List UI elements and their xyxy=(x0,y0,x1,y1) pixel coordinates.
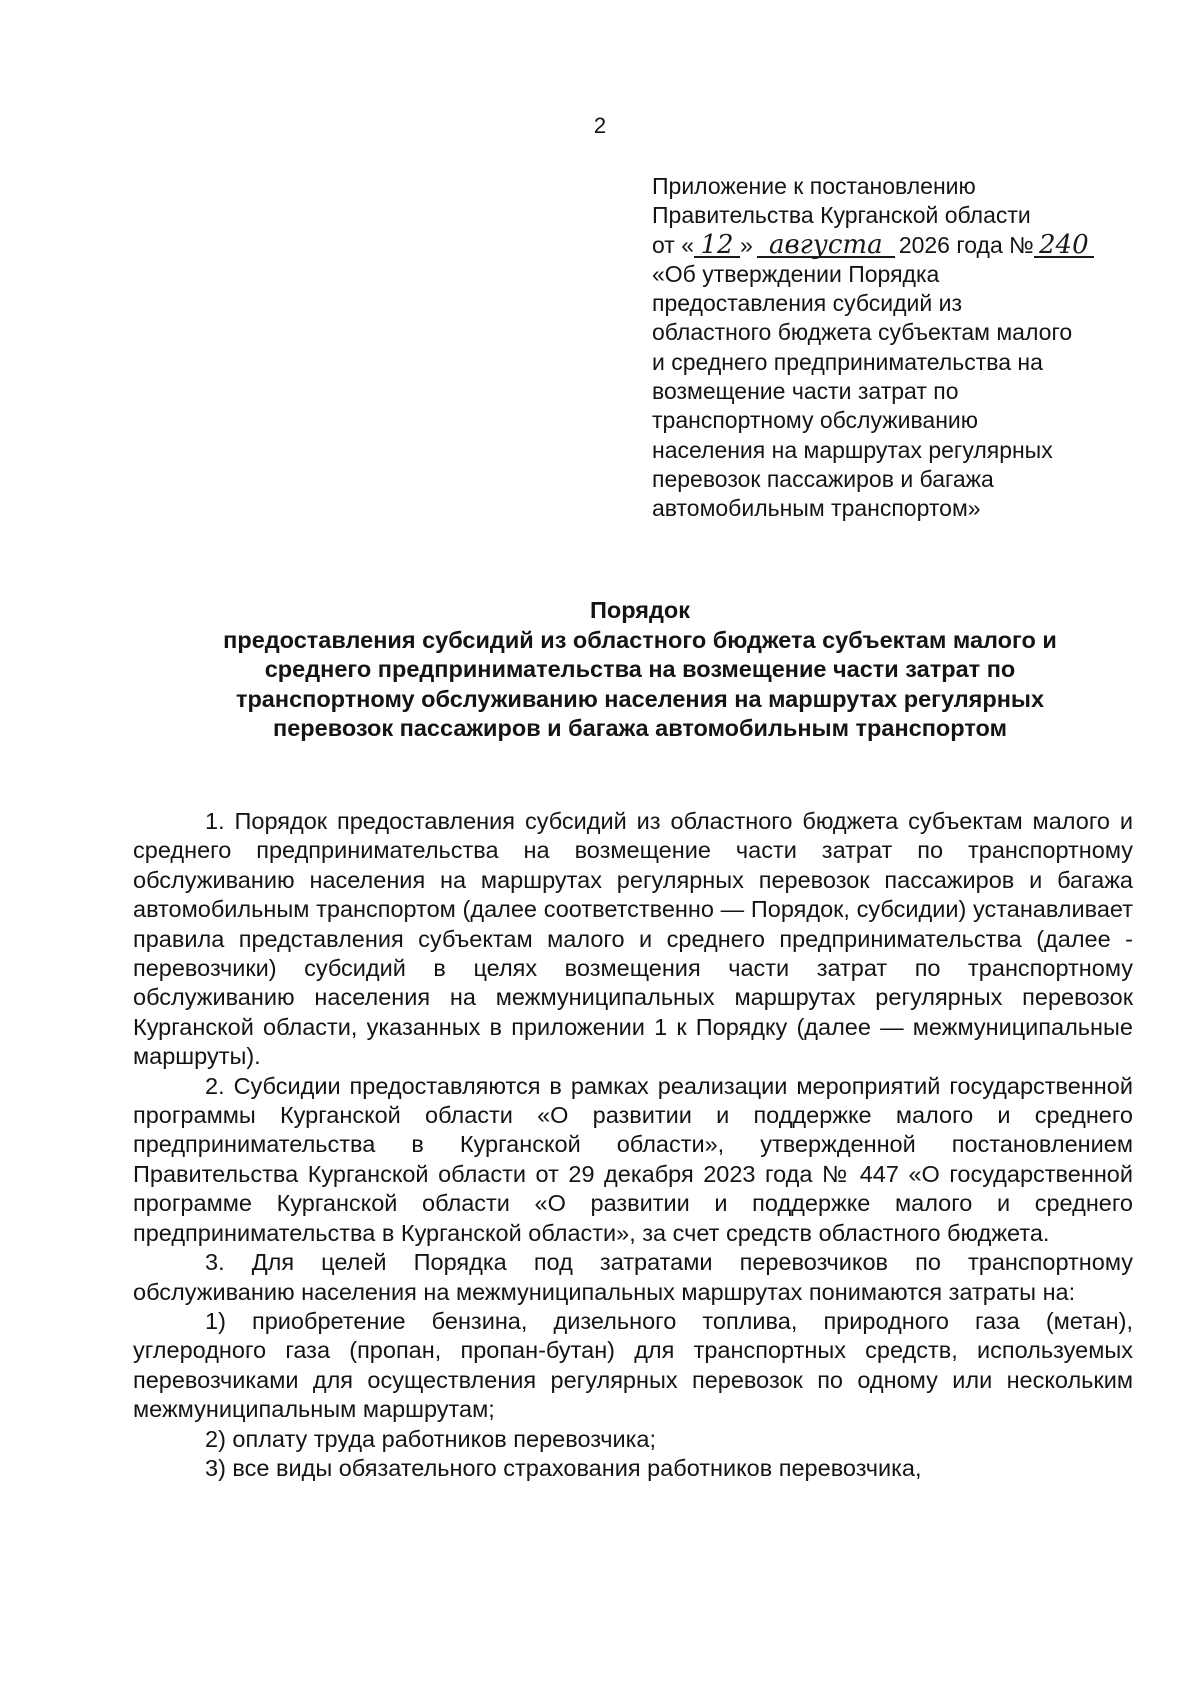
appendix-subject-line: перевозок пассажиров и багажа xyxy=(652,465,994,492)
handwritten-month: августа xyxy=(757,234,895,258)
title-line: транспортному обслуживанию населения на маршрутах регулярных xyxy=(235,685,1045,712)
paragraph-1: 1. Порядок предоставления субсидий из областного бюджета субъектам малого и среднего предпринимательства на возмещение части затрат по транспортному обслуживанию населения на маршрутах регулярных перевозок пассажиров и багажа автомобильным транспортом (далее соответственно — Порядок, субсидии) устанавливает правила представления субъектам малого и среднего предпринимательства (далее - перевозчики) субсидий в целях возмещения части затрат по транспортному обслуживанию населения на межмуниципальных маршрутах регулярных перевозок Курганской области, указанных в приложении 1 к Порядку (далее — межмуниципальные маршруты). xyxy=(133,808,1133,1070)
appendix-subject-line: предоставления субсидий из xyxy=(652,290,963,317)
appendix-subject-line: возмещение части затрат по xyxy=(652,378,959,405)
title-line: предоставления субсидий из областного бюджета субъектам малого и xyxy=(223,626,1057,653)
paragraph-2: 2. Субсидии предоставляются в рамках реализации мероприятий государственной программы Курганской области «О развитии и поддержке малого и среднего предпринимательства в Курганской области», утвержденной постановлением Правительства Курганской области от 29 декабря 2023 года № 447 «О государственной программе Курганской области «О развитии и поддержке малого и среднего предпринимательства в Курганской области», за счет средств областного бюджета. xyxy=(133,1072,1133,1246)
paragraph-3: 3. Для целей Порядка под затратами перевозчиков по транспортному обслуживанию населения на межмуниципальных маршрутах понимаются затраты на: xyxy=(133,1249,1133,1305)
handwritten-day: 12 xyxy=(694,234,740,258)
date-prefix: от « xyxy=(652,231,695,258)
appendix-line-1: Приложение к постановлению xyxy=(652,173,976,199)
date-year-text: 2026 года № xyxy=(898,231,1034,258)
document-title xyxy=(150,596,1130,744)
subparagraph-3: 3) все виды обязательного страхования работников перевозчика, xyxy=(205,1454,922,1481)
appendix-subject-line: населения на маршрутах регулярных xyxy=(652,436,1053,463)
appendix-subject-line: областного бюджета субъектам малого xyxy=(652,319,1073,346)
title-line: перевозок пассажиров и багажа автомобильным транспортом xyxy=(273,715,1007,742)
subparagraph-2: 2) оплату труда работников перевозчика; xyxy=(205,1425,657,1452)
appendix-date-line xyxy=(652,231,1172,260)
appendix-subject-line: и среднего предпринимательства на xyxy=(652,348,1043,375)
date-separator: » xyxy=(740,231,753,258)
appendix-subject-line: транспортному обслуживанию xyxy=(652,407,979,434)
appendix-header xyxy=(652,172,1172,524)
appendix-subject-line: автомобильным транспортом» xyxy=(652,495,981,522)
page-number: 2 xyxy=(593,113,607,138)
appendix-subject-line: «Об утверждении Порядка xyxy=(652,260,940,287)
subparagraph-1: 1) приобретение бензина, дизельного топлива, природного газа (метан), углеродного газа (пропан, пропан-бутан) для транспортных средств, используемых перевозчиками для осуществления регулярных перевозок по одному или нескольким межмуниципальным маршрутам; xyxy=(133,1307,1133,1423)
title-heading: Порядок xyxy=(589,597,691,623)
handwritten-number: 240 xyxy=(1034,234,1094,258)
title-line: среднего предпринимательства на возмещение части затрат по xyxy=(264,656,1016,683)
appendix-line-2: Правительства Курганской области xyxy=(652,202,1031,229)
document-body xyxy=(133,807,1133,1483)
